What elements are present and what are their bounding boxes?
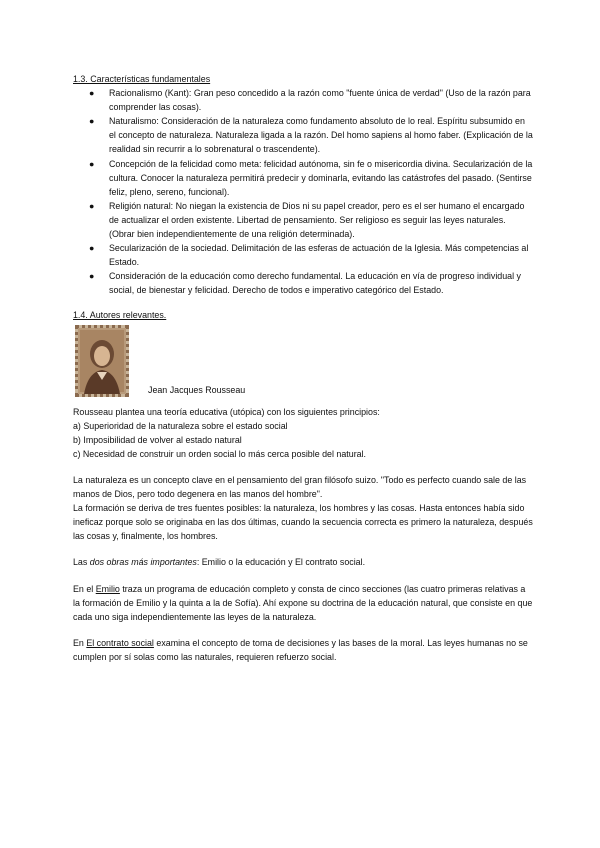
portrait-icon — [78, 328, 126, 394]
paragraph-naturaleza: La naturaleza es un concepto clave en el pensamiento del gran filósofo suizo. "Todo es perfecto cuando sale de las manos de Dios, pero todo degenera en las manos del hombre". — [73, 474, 527, 500]
section-title-autores: 1.4. Autores relevantes. — [73, 309, 167, 320]
document-page — [73, 72, 533, 664]
principle-c: c) Necesidad de construir un orden social lo más cerca posible del natural. — [73, 448, 367, 459]
paragraph-emilio: En el Emilio traza un programa de educación completo y consta de cinco secciones (las cuatro primeras relativas a la formación de Emilio y la quinta a la de Sofía). Ahí expone su doctrina de la educación natural, que consiste en que cada uno siga independientemente las leyes de la naturaleza. — [73, 583, 533, 622]
section-title-caracteristicas: 1.3. Características fundamentales — [73, 74, 211, 84]
list-item: ● Concepción de la felicidad como meta: felicidad autónoma, sin fe o misericordia divina. Secularización de la cultura. Conocer la naturaleza permitirá predecir y dominarla, evitando las catástrofes del pasado. (Sentirse feliz, pleno, sereno, funcional). — [89, 158, 533, 197]
portrait-row — [73, 325, 533, 405]
portrait-caption: Jean Jacques Rousseau — [148, 384, 246, 395]
list-item: ● Naturalismo: Consideración de la naturaleza como fundamento absoluto de lo real. Espíritu subsumido en el concepto de naturaleza. Naturaleza ligada a la razón. Del homo sapiens al homo faber. (Explicación de la realidad sin recurrir a lo sobrenatural o trascendente). — [89, 116, 533, 155]
contrato-social-link[interactable]: El contrato social — [86, 637, 154, 648]
bullet-icon: ● — [89, 88, 95, 99]
bullet-icon: ● — [89, 271, 95, 282]
list-item: ● Consideración de la educación como derecho fundamental. La educación en vía de progreso individual y social, de bienestar y felicidad. Derecho de todos e imperativo categórico del Estado. — [89, 271, 521, 296]
obras-emphasis: dos obras más importantes — [89, 557, 197, 568]
bullet-icon: ● — [89, 200, 95, 211]
principles-intro: Rousseau plantea una teoría educativa (utópica) con los siguientes principios: — [73, 406, 380, 417]
bullet-icon: ● — [89, 116, 95, 127]
paragraph-contrato: En El contrato social examina el concepto de toma de decisiones y las bases de la moral. Las leyes humanas no se cumplen por sí solas como las naturales, requieren refuerzo social. — [73, 637, 528, 662]
list-item: ● Racionalismo (Kant): Gran peso concedido a la razón como "fuente única de verdad" (Uso de la razón para comprender las cosas). — [89, 88, 531, 113]
paragraph-formacion: La formación se deriva de tres fuentes posibles: la naturaleza, los hombres y las cosas. Hasta entonces había sido ineficaz porque solo se originaba en las dos últimas, cuando la secuencia correcta es primero la naturaleza, después las cosas y, finalmente, los hombres. — [73, 503, 533, 542]
list-item: ● Religión natural: No niegan la existencia de Dios ni su papel creador, pero es el ser humano el encargado de actualizar el orden existente. Libertad de pensamiento. Ser religioso es seguir las leyes naturales. (Obrar bien independientemente de una religión determinada). — [89, 200, 525, 240]
paragraph-obras: Las dos obras más importantes: Emilio o la educación y El contrato social. — [73, 557, 366, 568]
emilio-link[interactable]: Emilio — [95, 583, 120, 594]
bullet-icon: ● — [89, 158, 95, 169]
rousseau-portrait-stamp — [75, 325, 129, 397]
principle-a: a) Superioridad de la naturaleza sobre el estado social — [73, 420, 288, 431]
bullet-icon: ● — [89, 243, 95, 254]
principle-b: b) Imposibilidad de volver al estado natural — [73, 434, 242, 445]
list-item: ● Secularización de la sociedad. Delimitación de las esferas de actuación de la Iglesia. Más competencias al Estado. — [89, 243, 529, 268]
characteristics-list — [73, 86, 533, 297]
